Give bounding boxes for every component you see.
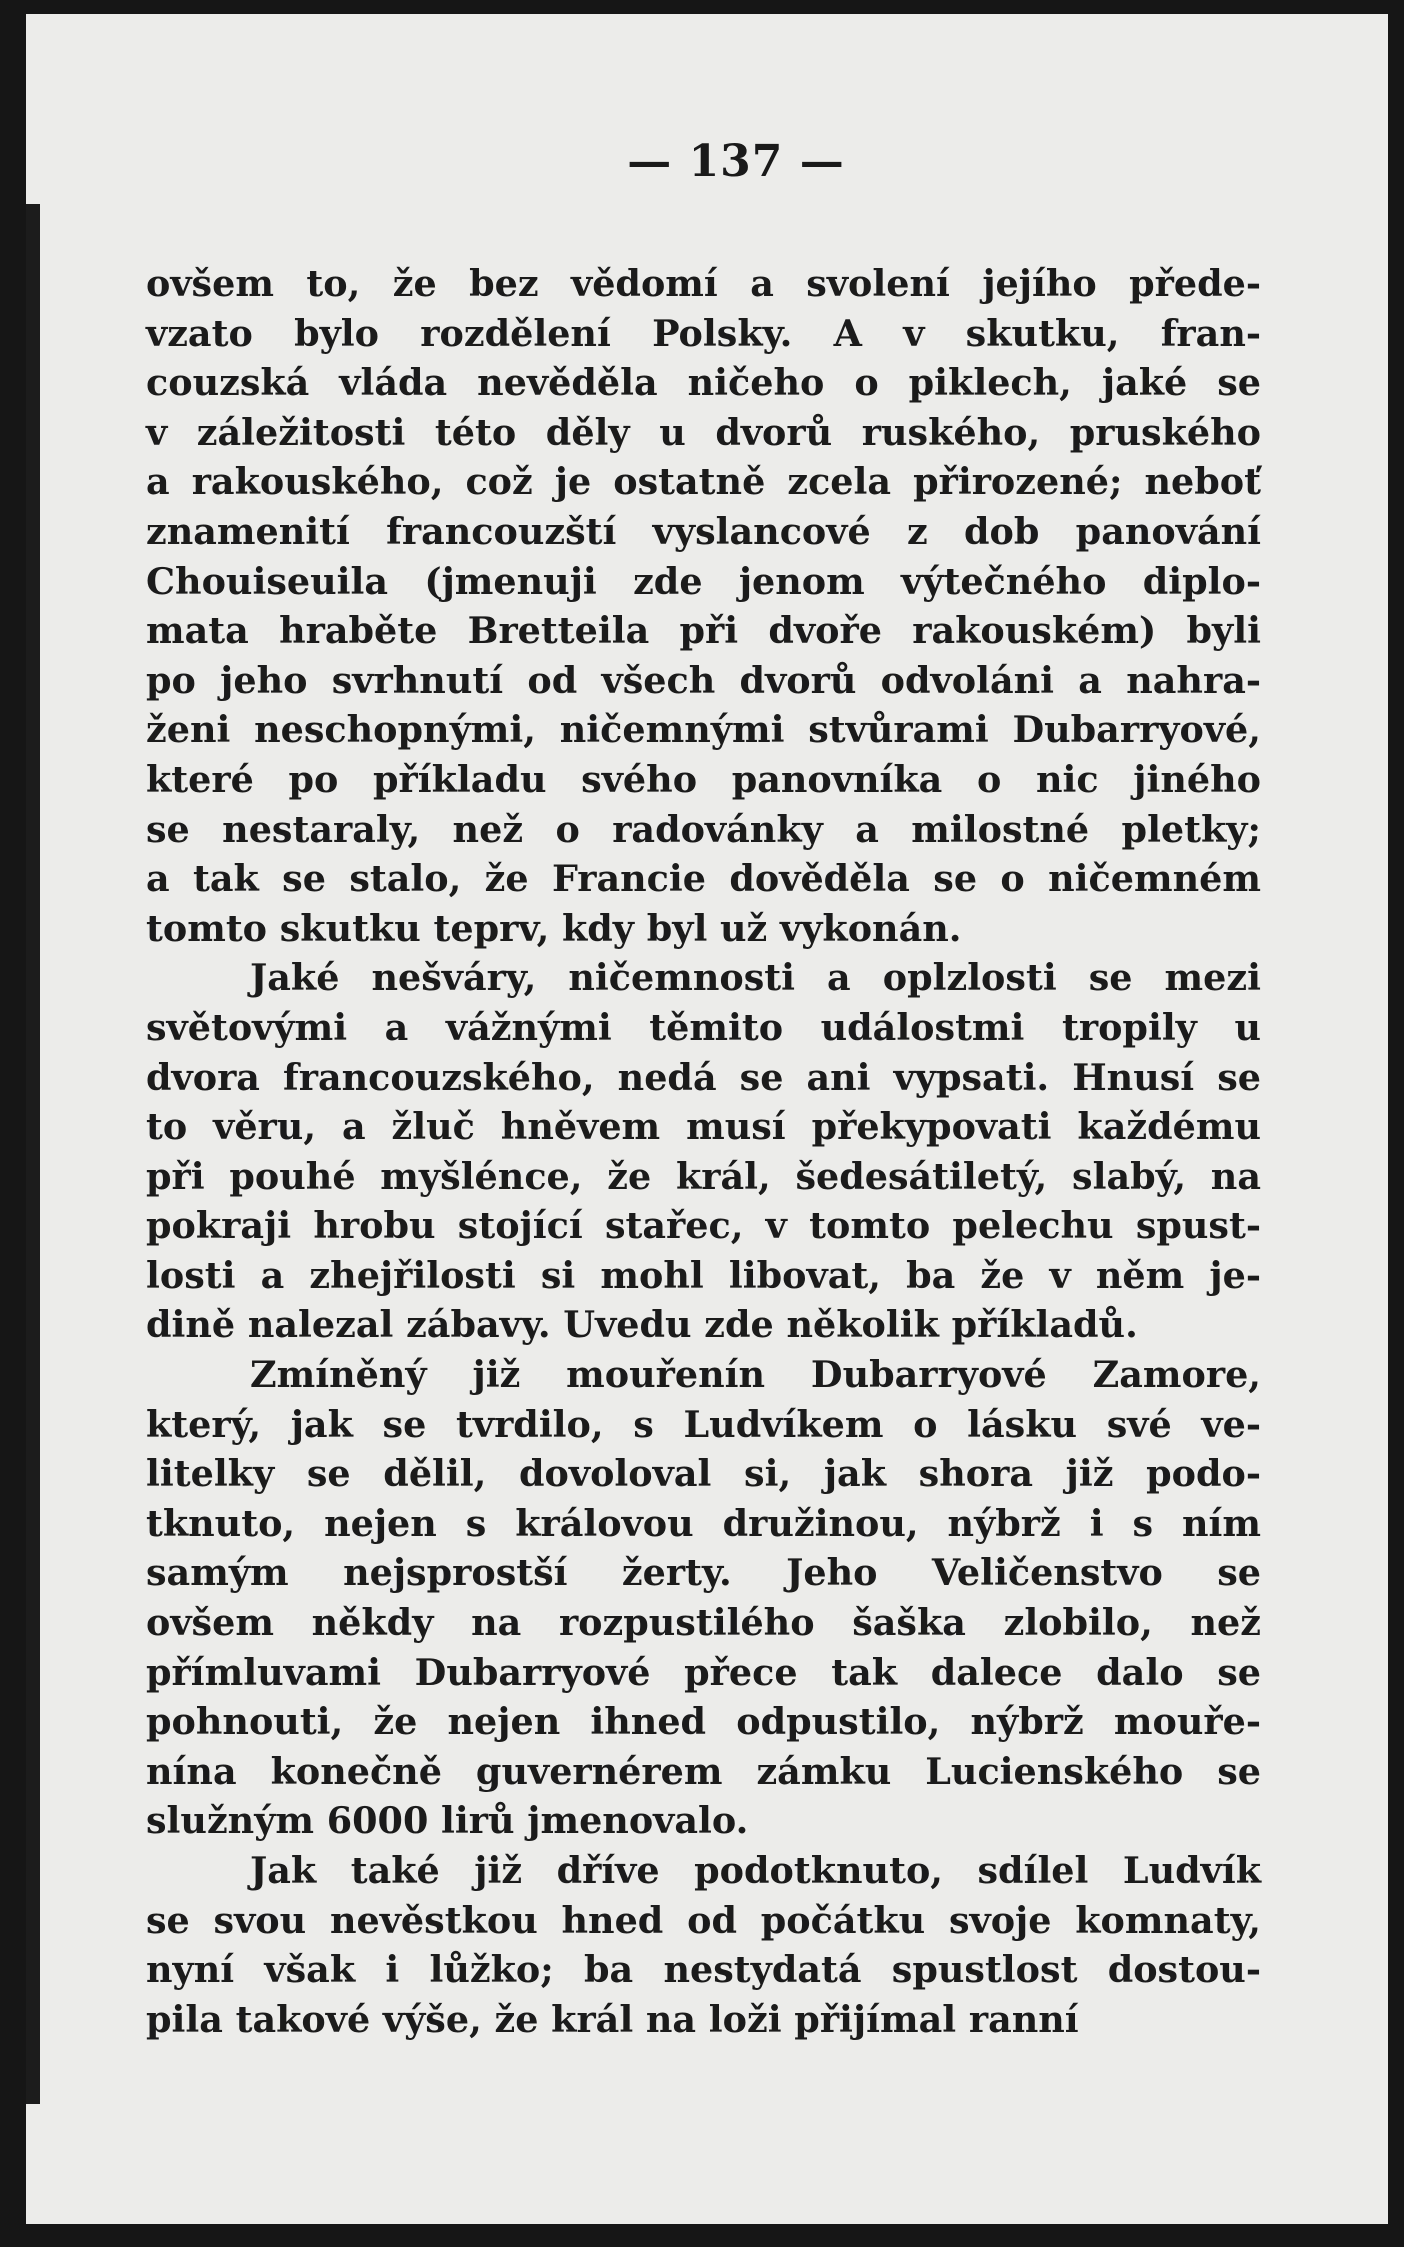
text-line: losti a zhejřilosti si mohl libovat, ba že v něm je- [146,1253,1261,1297]
text-line: které po příkladu svého panovníka o nic jiného [146,757,1261,801]
text-line: Zmíněný již mouřenín Dubarryové Zamore, [250,1353,1261,1397]
text-line: pohnouti, že nejen ihned odpustilo, nýbrž mouře- [146,1700,1261,1744]
text-line: dvora francouzského, nedá se ani vypsati. Hnusí se [146,1055,1261,1099]
page-number: — 137 — [627,136,845,187]
text-line: couzská vláda nevěděla ničeho o piklech, jaké se [146,361,1261,405]
text-line: vzato bylo rozdělení Polsky. A v skutku, fran- [146,311,1261,355]
text-line: dině nalezal zábavy. Uvedu zde několik příkladů. [146,1303,1138,1347]
body-text [146,259,1261,2044]
text-line: světovými a vážnými těmito událostmi tropily u [146,1005,1261,1049]
text-line: litelky se dělil, dovoloval si, jak shora již podo- [146,1452,1261,1496]
text-line: Jaké nešváry, ničemnosti a oplzlosti se mezi [250,956,1261,1000]
page-binding-edge [26,204,40,2104]
text-line: a tak se stalo, že Francie dověděla se o ničemném [146,857,1261,901]
text-line: pila takové výše, že král na loži přijímal ranní [146,1997,1079,2041]
paragraph [146,1846,1261,2044]
text-line: znamenití francouzští vyslancové z dob panování [146,509,1261,553]
text-line: tknuto, nejen s královou družinou, nýbrž i s ním [146,1501,1261,1545]
text-line: ovšem to, že bez vědomí a svolení jejího přede- [146,262,1261,305]
text-line: ovšem někdy na rozpustilého šaška zlobilo, než [146,1601,1261,1645]
text-line: samým nejsprostší žerty. Jeho Veličenstvo se [146,1551,1261,1595]
paragraph [146,259,1261,953]
text-line: při pouhé myšlénce, že král, šedesátiletý, slabý, na [146,1154,1261,1198]
text-line: se nestaraly, než o radovánky a milostné pletky; [146,807,1261,851]
text-line: a rakouského, což je ostatně zcela přirozené; neboť [146,460,1261,504]
text-line: nína konečně guvernérem zámku Lucienského se [146,1749,1261,1793]
text-line: přímluvami Dubarryové přece tak dalece dalo se [146,1650,1261,1694]
paragraph [146,1350,1261,1846]
paragraph [146,953,1261,1350]
text-line: Chouiseuila (jmenuji zde jenom výtečného diplo- [146,559,1261,603]
text-line: tomto skutku teprv, kdy byl už vykonán. [146,906,962,950]
text-line: nyní však i lůžko; ba nestydatá spustlost dostou- [146,1948,1261,1992]
text-line: v záležitosti této děly u dvorů ruského, pruského [146,410,1261,454]
text-line: pokraji hrobu stojící stařec, v tomto pelechu spust- [146,1204,1261,1248]
text-line: po jeho svrhnutí od všech dvorů odvoláni a nahra- [146,658,1261,702]
text-line: se svou nevěstkou hned od počátku svoje komnaty, [146,1898,1261,1942]
text-line: který, jak se tvrdilo, s Ludvíkem o lásku své ve- [146,1402,1261,1446]
text-line: mata hraběte Bretteila při dvoře rakouském) byli [146,609,1261,653]
text-line: služným 6000 lirů jmenovalo. [146,1799,749,1843]
text-line: Jak také již dříve podotknuto, sdílel Ludvík [250,1849,1261,1892]
text-line: to věru, a žluč hněvem musí překypovati každému [146,1105,1261,1149]
text-line: ženi neschopnými, ničemnými stvůrami Dubarryové, [146,708,1261,752]
book-page [26,14,1388,2224]
